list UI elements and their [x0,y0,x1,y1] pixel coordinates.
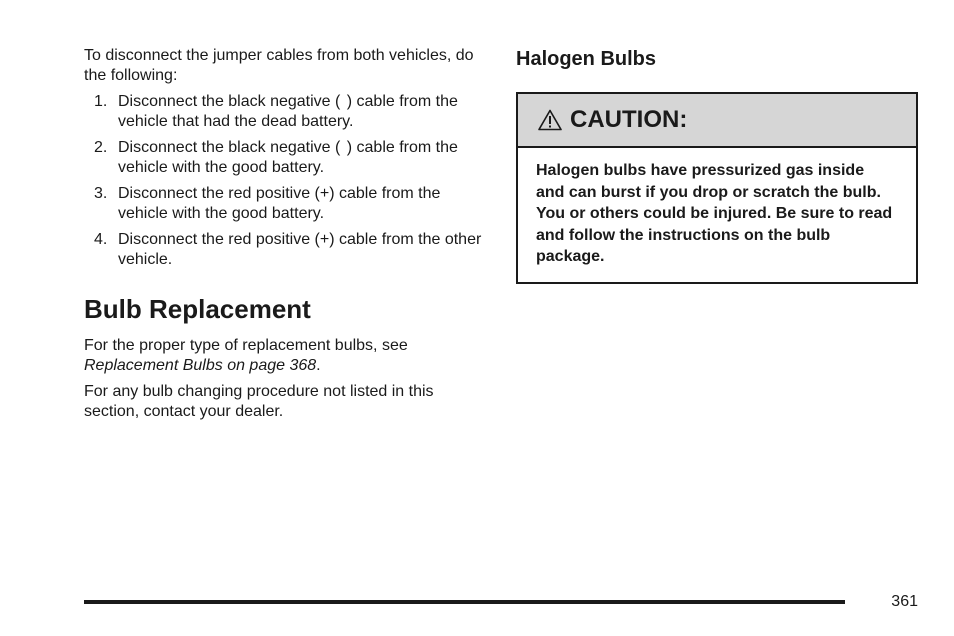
list-item [84,230,484,270]
intro-paragraph: To disconnect the jumper cables from both vehicles, do the following: [84,47,474,84]
footer-divider [84,600,845,604]
warning-triangle-icon [538,109,562,131]
step-number: 1. [94,93,108,110]
step-number: 3. [94,185,108,202]
caution-header [518,94,916,148]
disconnect-steps-list [84,92,484,270]
paragraph-end: . [316,357,321,374]
caution-text: Halogen bulbs have pressurized gas inside and can burst if you drop or scratch the bulb. You or others could be injured. Be sure to read and follow the instructions on the bulb package. [536,162,893,265]
replacement-bulbs-paragraph [84,336,484,376]
list-item [84,138,484,178]
step-number: 4. [94,231,108,248]
section-title: Bulb Replacement [84,294,311,324]
step-text: Disconnect the black negative ( ) cable from the vehicle with the good battery. [118,139,458,176]
left-column [84,46,484,428]
caution-label: CAUTION: [570,106,688,133]
list-item [84,92,484,132]
dealer-paragraph: For any bulb changing procedure not listed in this section, contact your dealer. [84,383,434,420]
step-text: Disconnect the red positive (+) cable from the other vehicle. [118,231,482,268]
subsection-title: Halogen Bulbs [516,48,657,70]
step-text: Disconnect the black negative ( ) cable from the vehicle that had the dead battery. [118,93,458,130]
step-number: 2. [94,139,108,156]
step-text: Disconnect the red positive (+) cable from the vehicle with the good battery. [118,185,441,222]
caution-box [516,92,918,284]
page-number: 361 [891,593,918,610]
right-column [516,46,918,284]
list-item [84,184,484,224]
replacement-bulbs-link[interactable]: Replacement Bulbs on page 368 [84,357,317,374]
paragraph-text: For the proper type of replacement bulbs, see [84,337,408,354]
